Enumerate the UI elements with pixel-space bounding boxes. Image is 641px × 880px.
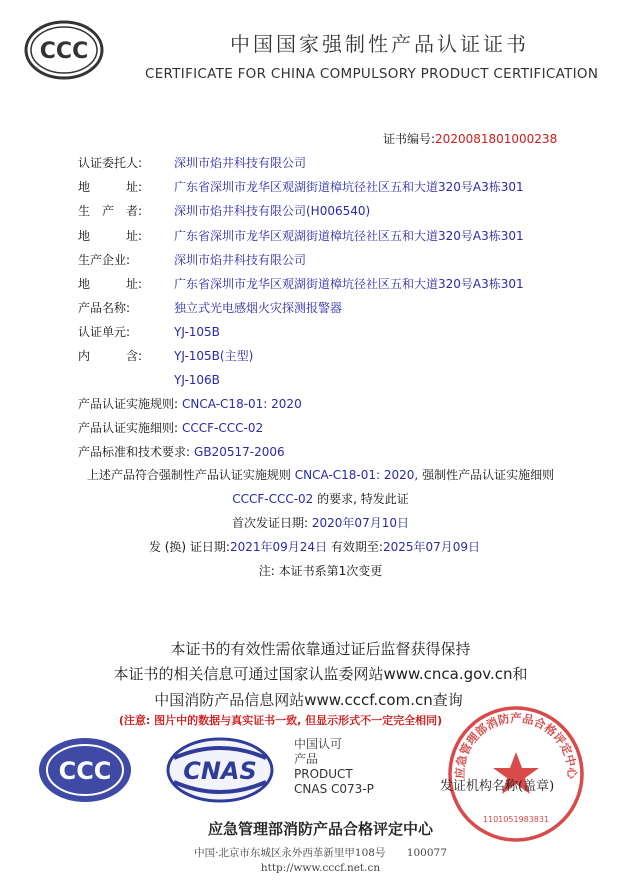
issue-value: 2021年09月24日	[229, 540, 328, 554]
issue-dates	[0, 538, 635, 555]
valid-value: 2025年07月09日	[382, 540, 481, 554]
field-value: YJ-105B	[174, 325, 220, 339]
ccc-logo	[24, 20, 104, 80]
accreditation-line: 中国认可	[294, 737, 343, 751]
field-label: 地 址:	[78, 180, 143, 194]
cnas-logo	[160, 736, 280, 804]
field-label: 认证委托人:	[78, 156, 143, 170]
field-manufacturer-address	[78, 225, 524, 245]
cert-number-value: 2020081801000238	[435, 132, 558, 146]
issuer-label: 发证机构名称(盖章)	[440, 779, 555, 794]
field-unit	[78, 321, 220, 341]
statement-text: 的要求, 特发此证	[317, 492, 409, 506]
field-value: 深圳市焰井科技有限公司	[174, 156, 307, 170]
svg-text:CCC: CCC	[58, 757, 112, 785]
website[interactable]: http://www.cccf.net.cn	[260, 862, 381, 874]
accreditation-line: PRODUCT	[294, 767, 353, 781]
statement-line-1	[0, 466, 641, 483]
cccf-link[interactable]: www.cccf.com.cn	[304, 691, 433, 709]
field-product-name	[78, 297, 342, 317]
field-value: 广东省深圳市龙华区观湖街道樟坑径社区五和大道320号A3栋301	[174, 229, 524, 243]
valid-label: 有效期至:	[330, 540, 383, 554]
field-value: 广东省深圳市龙华区观湖街道樟坑径社区五和大道320号A3栋301	[174, 277, 524, 291]
first-issue-value: 2020年07月10日	[311, 516, 409, 530]
field-value: 深圳市焰井科技有限公司(H006540)	[174, 204, 371, 218]
change-note: 注: 本证书系第1次变更	[258, 564, 383, 578]
ccc-mark-logo	[37, 736, 133, 804]
field-label: 生产企业:	[78, 253, 131, 267]
validity-text: 中国消防产品信息网站	[154, 691, 305, 709]
field-value: 广东省深圳市龙华区观湖街道樟坑径社区五和大道320号A3栋301	[174, 180, 524, 194]
center-name: 应急管理部消防产品合格评定中心	[207, 820, 433, 838]
field-value: YJ-105B(主型)	[174, 349, 254, 363]
statement-text: 上述产品符合强制性产品认证实施规则	[86, 468, 291, 482]
issue-label: 发 (换) 证日期:	[148, 540, 230, 554]
field-manufacturer	[78, 200, 370, 220]
field-label: 地 址:	[78, 277, 143, 291]
rule-value: CNCA-C18-01: 2020	[182, 397, 302, 411]
field-value: YJ-106B	[174, 373, 220, 387]
address-line	[0, 845, 641, 860]
validity-line-1: 本证书的有效性需依靠通过证后监督获得保持	[170, 640, 471, 658]
rule-value: GB20517-2006	[194, 445, 285, 459]
first-issue-label: 首次发证日期:	[232, 516, 309, 530]
validity-text: 和	[512, 665, 528, 683]
accreditation-line: CNAS C073-P	[294, 782, 374, 796]
field-value: 独立式光电感烟火灾探测报警器	[174, 301, 343, 315]
svg-text:CCC: CCC	[39, 39, 89, 64]
postcode: 100077	[406, 847, 447, 859]
rule-implementation	[78, 393, 302, 413]
certificate-title-cn: 中国国家强制性产品认证证书	[230, 32, 529, 56]
disclaimer: (注意: 图片中的数据与真实证书一致, 但显示形式不一定完全相同)	[118, 714, 443, 727]
field-contains-extra	[78, 369, 220, 389]
field-label: 内 含:	[78, 349, 143, 363]
field-value: 深圳市焰井科技有限公司	[174, 253, 307, 267]
field-applicant	[78, 152, 306, 172]
first-issue-date	[0, 514, 641, 531]
field-contains	[78, 345, 253, 365]
accreditation-line: 产品	[294, 752, 319, 766]
rule-standard	[78, 441, 285, 461]
cert-number-label: 证书编号:	[383, 132, 436, 146]
field-label: 产品名称:	[78, 301, 131, 315]
field-label: 生 产 者:	[78, 204, 143, 218]
svg-text:CNAS: CNAS	[183, 757, 257, 785]
statement-text: 强制性产品认证实施细则	[422, 468, 555, 482]
rule-label: 产品标准和技术要求:	[78, 445, 191, 459]
certificate-title-en: CERTIFICATE FOR CHINA COMPULSORY PRODUCT CERTIFICATION	[145, 66, 599, 82]
svg-text:1101051983831: 1101051983831	[482, 815, 550, 824]
accreditation-block	[294, 737, 374, 797]
field-factory-address	[78, 273, 524, 293]
rule-detail	[78, 417, 263, 437]
field-label: 地 址:	[78, 229, 143, 243]
validity-line-2	[0, 663, 641, 684]
rule-value: CCCF-CCC-02	[182, 421, 264, 435]
rule-label: 产品认证实施细则:	[78, 421, 179, 435]
field-applicant-address	[78, 176, 524, 196]
statement-line-2	[0, 490, 641, 507]
statement-rule: CNCA-C18-01: 2020,	[294, 468, 419, 482]
statement-detail: CCCF-CCC-02	[232, 492, 314, 506]
address: 中国·北京市东城区永外西革新里甲108号	[194, 847, 386, 859]
rule-label: 产品认证实施规则:	[78, 397, 179, 411]
cert-number	[383, 130, 557, 147]
svg-text:应急管理部消防产品合格评定中心: 应急管理部消防产品合格评定中心	[452, 711, 580, 779]
validity-text: 查询	[432, 691, 463, 709]
field-factory	[78, 249, 306, 269]
cnca-link[interactable]: www.cnca.gov.cn	[383, 665, 513, 683]
field-label: 认证单元:	[78, 325, 131, 339]
validity-text: 本证书的相关信息可通过国家认监委网站	[113, 665, 384, 683]
